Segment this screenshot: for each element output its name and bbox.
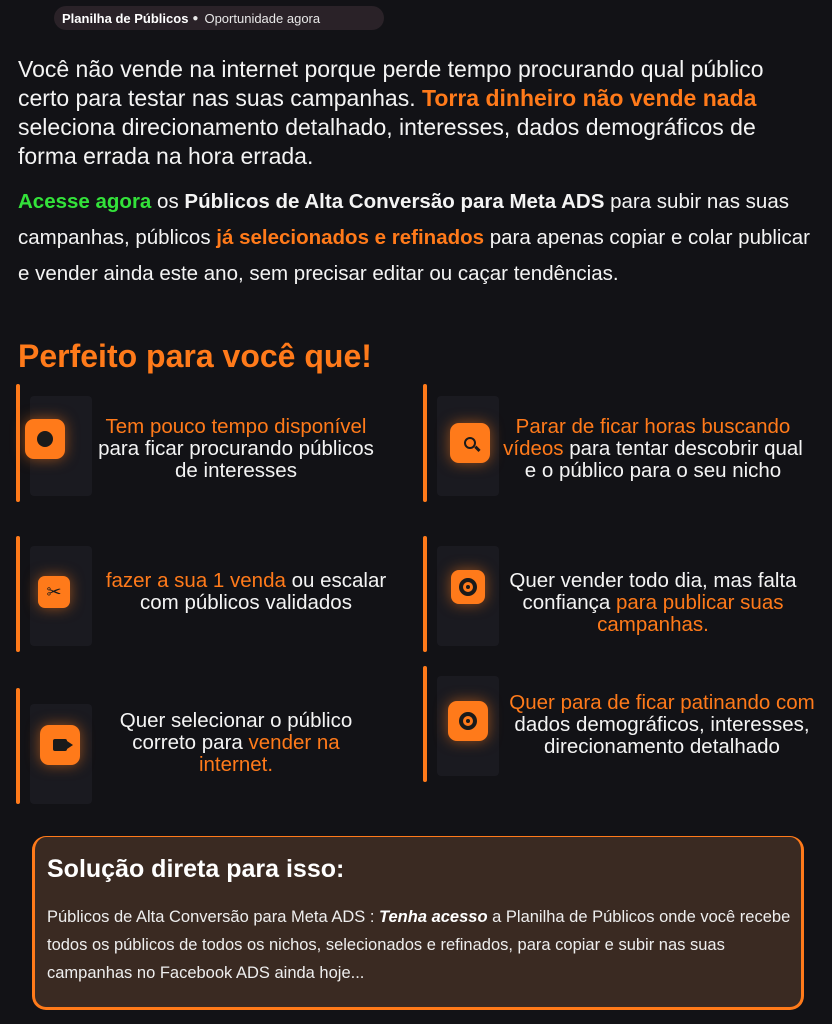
cta-highlight: já selecionados e refinados bbox=[216, 226, 485, 249]
cta-access-now: Acesse agora bbox=[18, 190, 152, 213]
solution-title: Solução direta para isso: bbox=[47, 855, 345, 883]
cta-paragraph bbox=[18, 184, 818, 292]
cta-product-name: Públicos de Alta Conversão para Meta ADS bbox=[184, 190, 605, 213]
feature-card-6 bbox=[423, 666, 823, 782]
feature-text-3: fazer a sua 1 venda ou escalar com públicos validados bbox=[105, 569, 387, 614]
video-icon bbox=[40, 725, 80, 765]
feature-text-5: Quer selecionar o público correto para vender na internet. bbox=[119, 709, 353, 776]
intro-paragraph bbox=[18, 55, 818, 171]
solution-body bbox=[47, 903, 795, 987]
card-accent-bar bbox=[16, 536, 20, 652]
cta-text-1: os bbox=[151, 190, 185, 213]
badge-status: Oportunidade agora bbox=[204, 10, 321, 26]
intro-highlight: Torra dinheiro não vende nada bbox=[422, 85, 757, 111]
solution-text-1: Públicos de Alta Conversão para Meta ADS : bbox=[47, 908, 380, 926]
card-accent-bar bbox=[16, 688, 20, 804]
solution-box bbox=[32, 836, 804, 1010]
feature-text-1: Tem pouco tempo disponível para ficar procurando públicos de interesses bbox=[98, 415, 374, 482]
feature-card-2 bbox=[423, 384, 823, 502]
feature-text-4: Quer vender todo dia, mas falta confiança para publicar suas campanhas. bbox=[509, 569, 797, 636]
search-icon bbox=[450, 423, 490, 463]
feature-text-2: Parar de ficar horas buscando vídeos para tentar descobrir qual e o público para o seu nicho bbox=[503, 415, 803, 482]
solution-text-2: a Planilha de Públicos onde você recebe todos os públicos de todos os nichos, selecionados e refinados, para copiar e subir nas suas campanhas no Facebook ADS ainda hoje... bbox=[47, 908, 791, 982]
card-accent-bar bbox=[423, 384, 427, 502]
solution-emphasis: Tenha acesso bbox=[379, 908, 488, 926]
top-badge bbox=[54, 6, 384, 30]
intro-text-after: seleciona direcionamento detalhado, interesses, dados demográficos de forma errada na hora errada. bbox=[18, 114, 756, 169]
cta-text-2: para subir nas suas campanhas, públicos bbox=[18, 190, 789, 249]
badge-dot: ● bbox=[192, 12, 199, 24]
badge-label: Planilha de Públicos bbox=[62, 10, 189, 26]
target-icon bbox=[448, 701, 488, 741]
scissors-icon: ✂ bbox=[38, 576, 70, 608]
intro-text-before: Você não vende na internet porque perde tempo procurando qual público certo para testar nas suas campanhas. bbox=[18, 56, 764, 111]
card-accent-bar bbox=[423, 536, 427, 652]
feature-card-3 bbox=[16, 536, 396, 652]
feature-text-6: Quer para de ficar patinando com dados demográficos, interesses, direcionamento detalhado bbox=[509, 691, 815, 758]
feature-card-5 bbox=[16, 688, 396, 804]
cta-text-3: para apenas copiar e colar publicar e vender ainda este ano, sem precisar editar ou caçar tendências. bbox=[18, 226, 810, 285]
feature-card-1 bbox=[16, 384, 396, 502]
target-icon bbox=[451, 570, 485, 604]
card-accent-bar bbox=[423, 666, 427, 782]
record-icon bbox=[25, 419, 65, 459]
card-accent-bar bbox=[16, 384, 20, 502]
section-title: Perfeito para você que! bbox=[18, 338, 372, 374]
feature-card-4 bbox=[423, 536, 823, 652]
